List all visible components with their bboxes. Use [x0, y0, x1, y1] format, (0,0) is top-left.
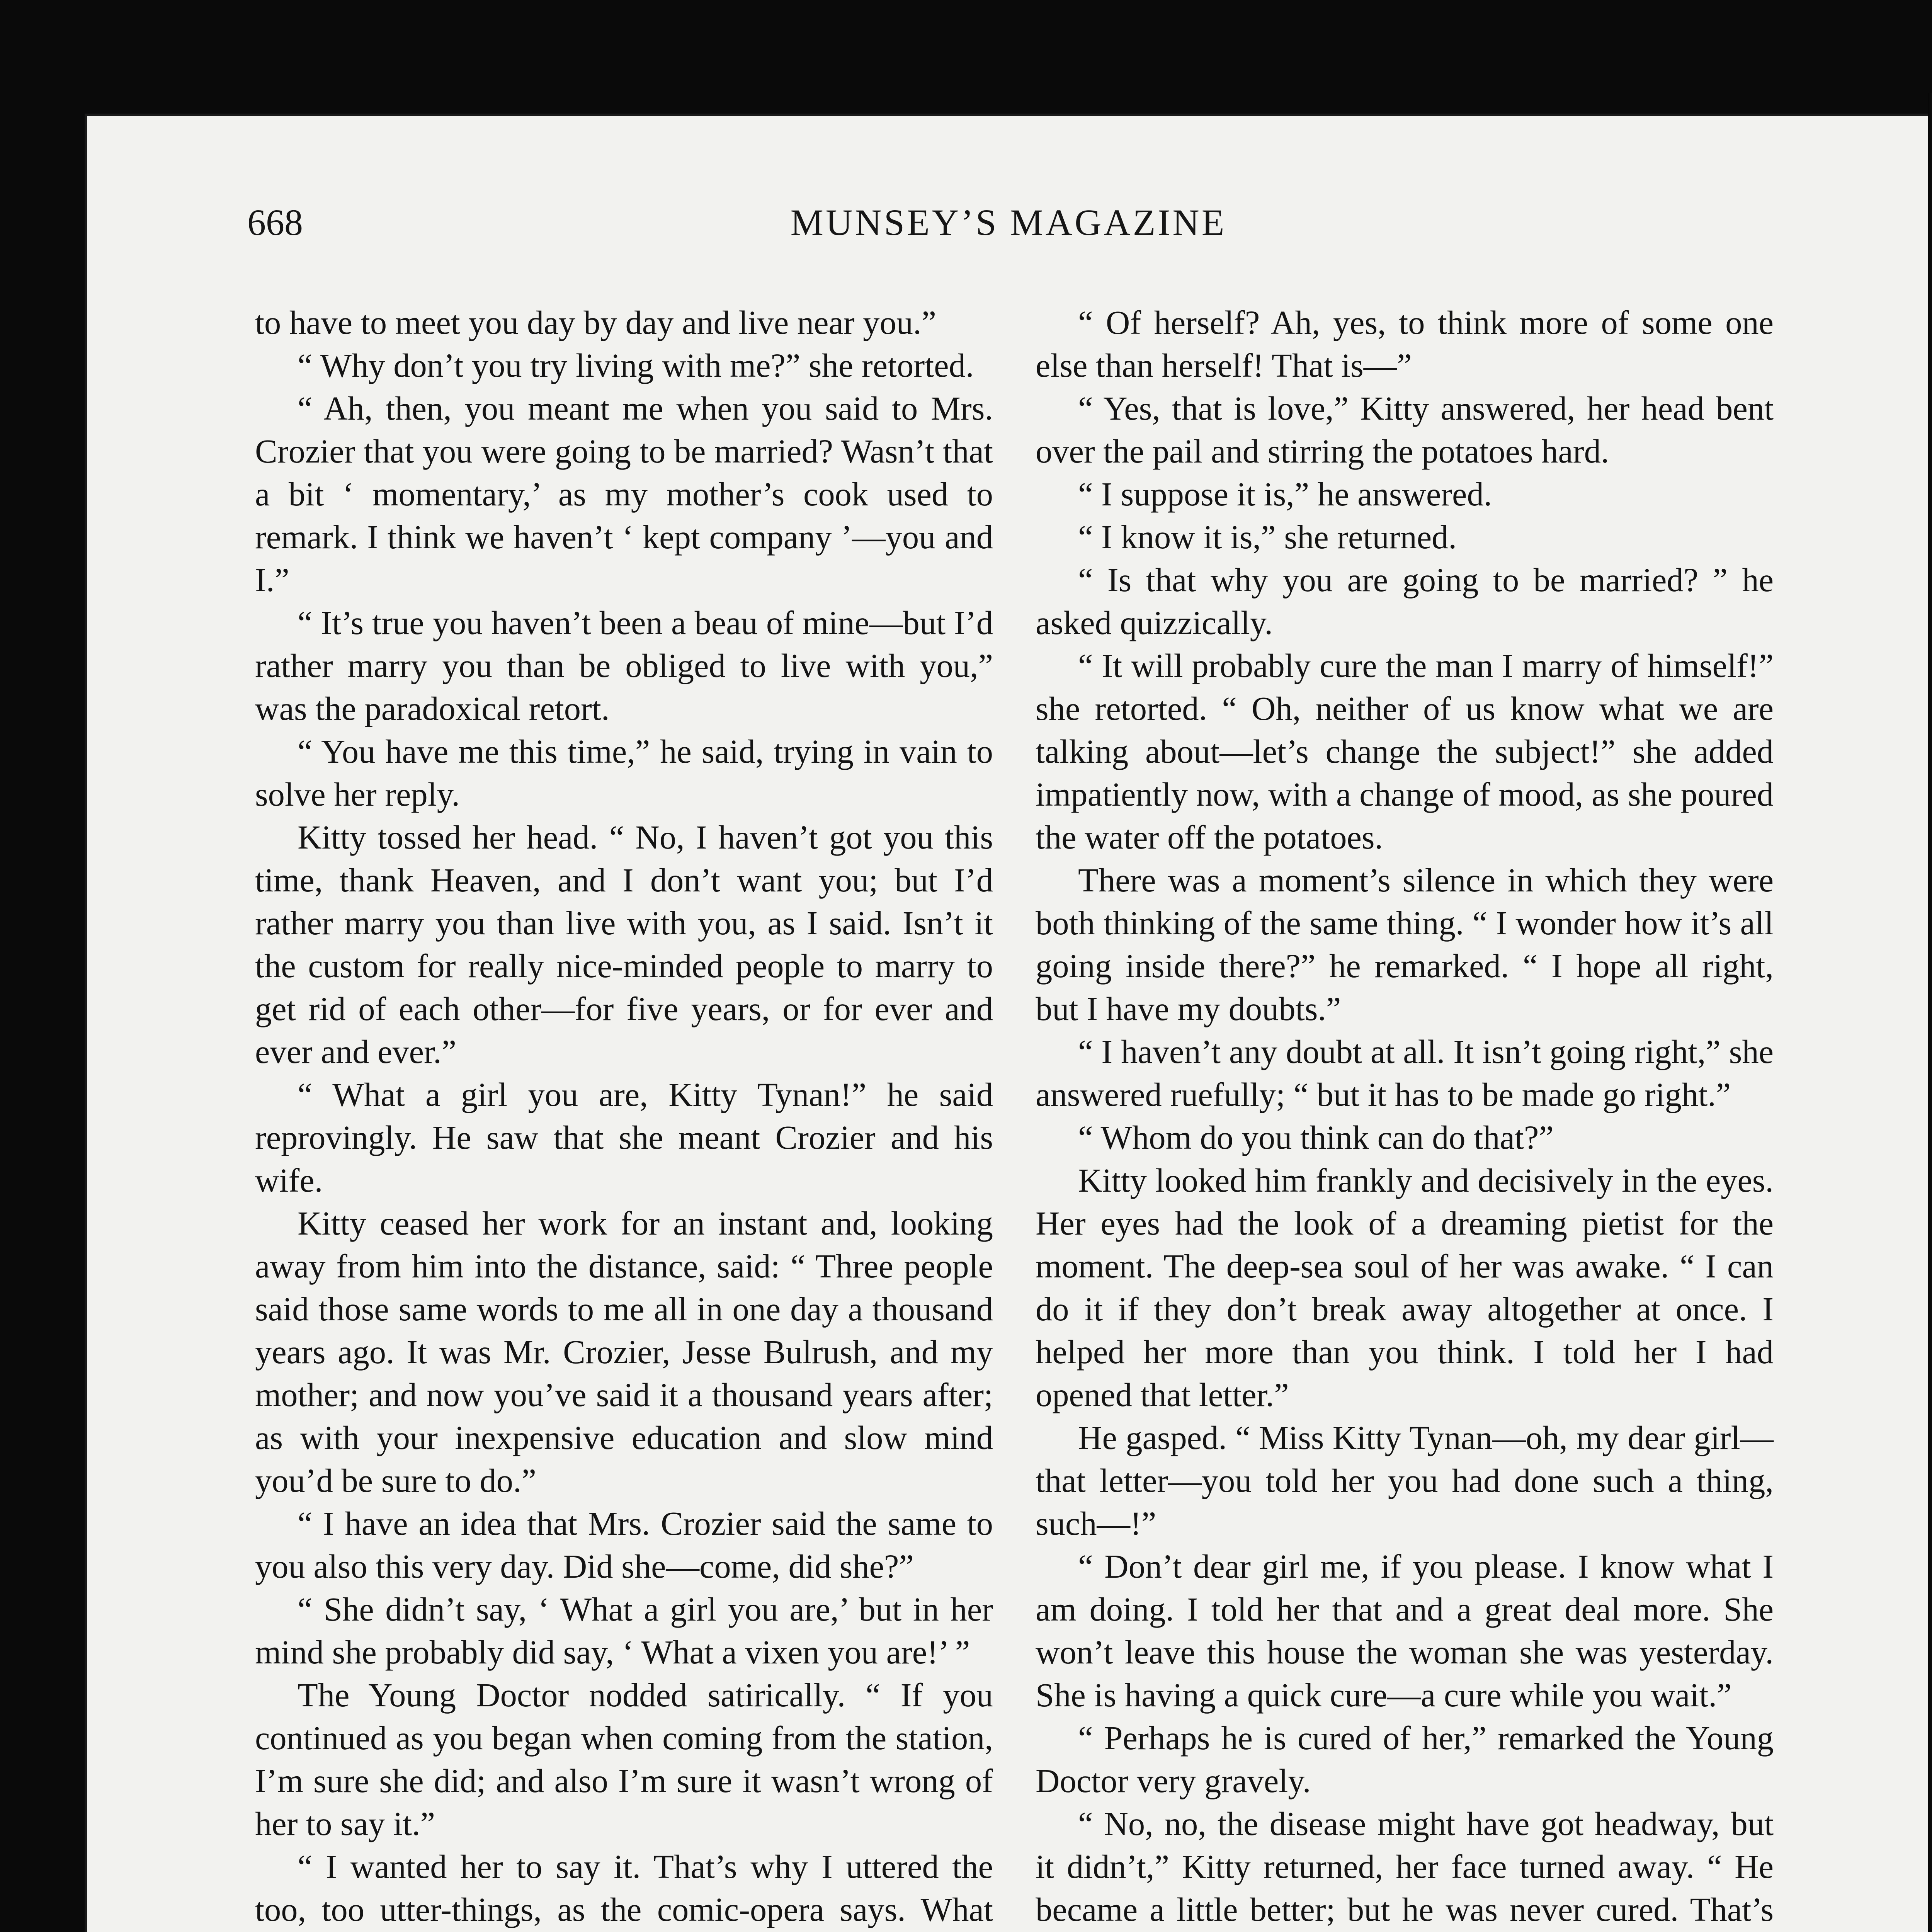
paragraph: “ Perhaps he is cured of her,” remarked the Young Doctor very gravely.	[1036, 1719, 1774, 1799]
paragraph: There was a moment’s silence in which they were both thinking of the same thing. “ I wonder how it’s all going inside there?” he remarked. “ I hope all right, but I have my doubts.”	[1036, 862, 1774, 1027]
paragraph: “ It will probably cure the man I marry of himself!” she retorted. “ Oh, neither of us know what we are talking about—let’s change the subject!” she added impatiently now, with a change of mood, as she poured the water off the potatoes.	[1036, 647, 1774, 856]
paragraph: “ What a girl you are, Kitty Tynan!” he said reprovingly. He saw that she meant Crozier and his wife.	[255, 1076, 993, 1199]
running-head	[247, 201, 1770, 247]
paragraph: “ It’s true you haven’t been a beau of mine—but I’d rather marry you than be obliged to live with you,” was the paradoxical retort.	[255, 604, 993, 727]
page-number: 668	[247, 202, 303, 243]
right-text-column	[1036, 301, 1774, 1932]
paragraph: Kitty tossed her head. “ No, I haven’t got you this time, thank Heaven, and I don’t want you; but I’d rather marry you than live with you, as I said. Isn’t it the custom for really nice-minded people to marry to get rid of each other—for five years, or for ever and ever and ever.”	[255, 819, 993, 1070]
paragraph: “ Why don’t you try living with me?” she retorted.	[298, 347, 974, 384]
paragraph: “ I wanted her to say it. That’s why I uttered the too, too utter-things, as the comic-opera says. What	[255, 1848, 993, 1928]
paragraph: “ I haven’t any doubt at all. It isn’t going right,” she answered ruefully; “ but it has to be made go right.”	[1036, 1033, 1774, 1113]
paragraph: “ Of herself? Ah, yes, to think more of some one else than herself! That is—”	[1036, 304, 1774, 384]
paragraph: “ I suppose it is,” he answered.	[1078, 476, 1492, 513]
left-text-column	[255, 301, 993, 1932]
paragraph: “ Is that why you are going to be married? ” he asked quizzically.	[1036, 561, 1774, 641]
paragraph: “ No, no, the disease might have got headway, but it didn’t,” Kitty returned, her face turned away. “ He became a little better; but he was never cured. That’s	[1036, 1805, 1774, 1928]
paragraph: “ I know it is,” she returned.	[1078, 519, 1457, 556]
paragraph: “ She didn’t say, ‘ What a girl you are,’ but in her mind she probably did say, ‘ What a vixen you are!’ ”	[255, 1591, 993, 1671]
paragraph: “ Yes, that is love,” Kitty answered, her head bent over the pail and stirring the potatoes hard.	[1036, 390, 1774, 470]
paragraph: “ Ah, then, you meant me when you said to Mrs. Crozier that you were going to be married? Wasn’t that a bit ‘ momentary,’ as my mother’s cook used to remark. I think we haven’t ‘ kept company ’—you and I.”	[255, 390, 993, 599]
paragraph: “ You have me this time,” he said, trying in vain to solve her reply.	[255, 733, 993, 813]
paragraph: to have to meet you day by day and live near you.”	[255, 304, 937, 341]
paragraph: “ Don’t dear girl me, if you please. I know what I am doing. I told her that and a great deal more. She won’t leave this house the woman she was yesterday. She is having a quick cure—a cure while you wait.”	[1036, 1548, 1774, 1714]
paragraph: The Young Doctor nodded satirically. “ If you continued as you began when coming from the station, I’m sure she did; and also I’m sure it wasn’t wrong of her to say it.”	[255, 1677, 993, 1842]
paragraph: He gasped. “ Miss Kitty Tynan—oh, my dear girl—that letter—you told her you had done such a thing, such—!”	[1036, 1419, 1774, 1542]
paragraph: “ Whom do you think can do that?”	[1078, 1119, 1554, 1156]
paragraph: Kitty looked him frankly and decisively in the eyes. Her eyes had the look of a dreaming pietist for the moment. The deep-sea soul of her was awake. “ I can do it if they don’t break away altogether at once. I helped her more than you think. I told her I had opened that letter.”	[1036, 1162, 1774, 1413]
paragraph: Kitty ceased her work for an instant and, looking away from him into the distance, said: “ Three people said those same words to me all in one day a thousand years ago. It was Mr. Crozier, Jesse Bulrush, and my mother; and now you’ve said it a thousand years after; as with your inexpensive education and slow mind you’d be sure to do.”	[255, 1205, 993, 1499]
gutter-shadow	[1928, 93, 1932, 1932]
magazine-title: MUNSEY’S MAGAZINE	[790, 202, 1227, 243]
paragraph: “ I have an idea that Mrs. Crozier said the same to you also this very day. Did she—come, did she?”	[255, 1505, 993, 1585]
